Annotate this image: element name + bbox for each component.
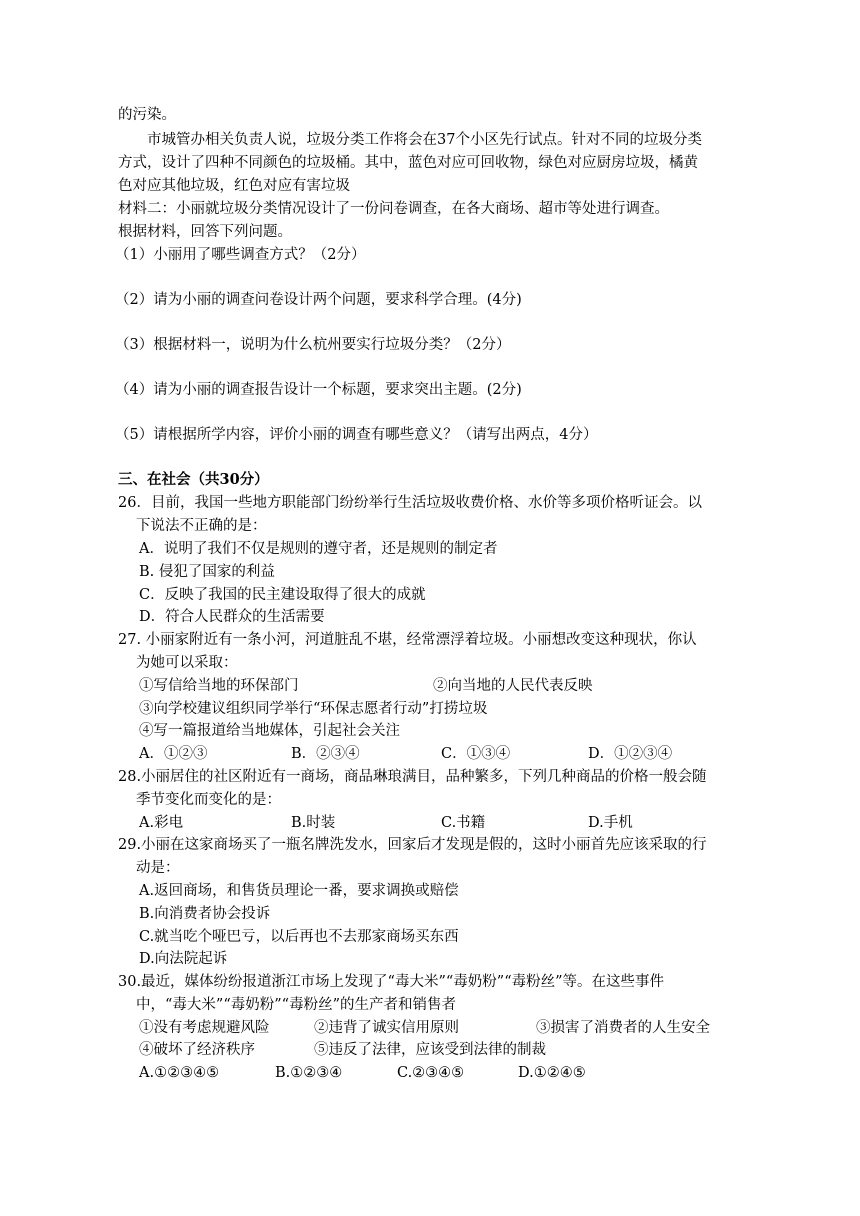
question-26-option-b: B. 侵犯了国家的利益 — [139, 564, 275, 580]
question-28-option-b: B.时装 — [291, 815, 336, 831]
subquestion-2: （2）请为小丽的调查问卷设计两个问题，要求科学合理。(4分) — [115, 292, 522, 308]
question-29-option-b: B.向消费者协会投诉 — [139, 906, 271, 922]
subquestion-4: （4）请为小丽的调查报告设计一个标题，要求突出主题。(2分) — [115, 382, 522, 398]
material-paragraph-line: 色对应其他垃圾，红色对应有害垃圾 — [118, 178, 350, 194]
question-30-option-a: A.①②③④⑤ — [139, 1065, 220, 1081]
question-27-option-d: D．①②③④ — [588, 746, 673, 762]
question-28-stem: 季节变化而变化的是： — [136, 792, 281, 808]
question-27-item: ①写信给当地的环保部门 — [139, 678, 299, 694]
question-26-stem: 下说法不正确的是： — [136, 518, 267, 534]
question-27-stem: 为她可以采取： — [136, 655, 238, 671]
question-30-item: ②违背了诚实信用原则 — [314, 1020, 459, 1036]
question-30-option-b: B.①②③④ — [275, 1065, 343, 1081]
question-30-item: ③损害了消费者的人生安全 — [536, 1020, 710, 1036]
question-30-stem: 30.最近，媒体纷纷报道浙江市场上发现了“毒大米”“毒奶粉”“毒粉丝”等。在这些事件 — [118, 974, 665, 990]
question-27-stem: 27. 小丽家附近有一条小河，河道脏乱不堪，经常漂浮着垃圾。小丽想改变这种现状，你认 — [118, 632, 697, 648]
question-30-item: ①没有考虑规避风险 — [139, 1020, 270, 1036]
question-30-item: ④破坏了经济秩序 — [139, 1042, 255, 1058]
question-27-option-a: A．①②③ — [139, 746, 208, 762]
question-28-option-a: A.彩电 — [139, 815, 184, 831]
material-paragraph-line: 方式，设计了四种不同颜色的垃圾桶。其中，蓝色对应可回收物，绿色对应厨房垃圾，橘黄 — [118, 155, 698, 171]
question-27-item: ④写一篇报道给当地媒体，引起社会关注 — [139, 723, 400, 739]
question-28-stem: 28.小丽居住的社区附近有一商场，商品琳琅满目，品种繁多，下列几种商品的价格一般会随 — [118, 769, 707, 785]
question-26-option-a: A．说明了我们不仅是规则的遵守者，还是规则的制定者 — [139, 541, 498, 557]
question-29-stem: 29.小丽在这家商场买了一瓶名牌洗发水，回家后才发现是假的，这时小丽首先应该采取的行 — [118, 837, 707, 853]
material-paragraph-line: 市城管办相关负责人说，垃圾分类工作将会在37个小区先行试点。针对不同的垃圾分类 — [147, 132, 702, 148]
question-26-stem: 26．目前，我国一些地方职能部门纷纷举行生活垃圾收费价格、水价等多项价格听证会。以 — [118, 495, 702, 511]
subquestion-5: （5）请根据所学内容，评价小丽的调查有哪些意义？（请写出两点，4分） — [115, 427, 598, 443]
section-title: 三、在社会（共30分） — [118, 471, 269, 488]
question-26-option-c: C．反映了我国的民主建设取得了很大的成就 — [139, 587, 426, 603]
question-30-option-d: D.①②④⑤ — [518, 1065, 586, 1081]
question-30-item: ⑤违反了法律，应该受到法律的制裁 — [314, 1042, 546, 1058]
question-28-option-c: C.书籍 — [441, 815, 486, 831]
question-30-option-c: C.②③④⑤ — [397, 1065, 465, 1081]
question-28-option-d: D.手机 — [588, 815, 633, 831]
material-two: 材料二：小丽就垃圾分类情况设计了一份问卷调查，在各大商场、超市等处进行调查。 — [118, 201, 669, 217]
instruction-text: 根据材料，回答下列问题。 — [118, 224, 292, 240]
question-29-option-c: C.就当吃个哑巴亏，以后再也不去那家商场买东西 — [139, 929, 459, 945]
question-30-stem: 中，“毒大米”“毒奶粉”“毒粉丝”的生产者和销售者 — [136, 997, 456, 1013]
question-27-option-c: C．①③④ — [441, 746, 511, 762]
question-27-item: ②向当地的人民代表反映 — [433, 678, 593, 694]
question-29-stem: 动是： — [136, 860, 180, 876]
intro-line: 的污染。 — [118, 107, 176, 123]
subquestion-1: （1）小丽用了哪些调查方式？（2分） — [115, 247, 366, 263]
question-27-item: ③向学校建议组织同学举行“环保志愿者行动”打捞垃圾 — [139, 701, 488, 717]
subquestion-3: （3）根据材料一，说明为什么杭州要实行垃圾分类？（2分） — [115, 337, 511, 353]
question-26-option-d: D．符合人民群众的生活需要 — [139, 609, 325, 625]
question-29-option-d: D.向法院起诉 — [139, 951, 228, 967]
question-29-option-a: A.返回商场，和售货员理论一番，要求调换或赔偿 — [139, 883, 459, 899]
question-27-option-b: B．②③④ — [291, 746, 360, 762]
